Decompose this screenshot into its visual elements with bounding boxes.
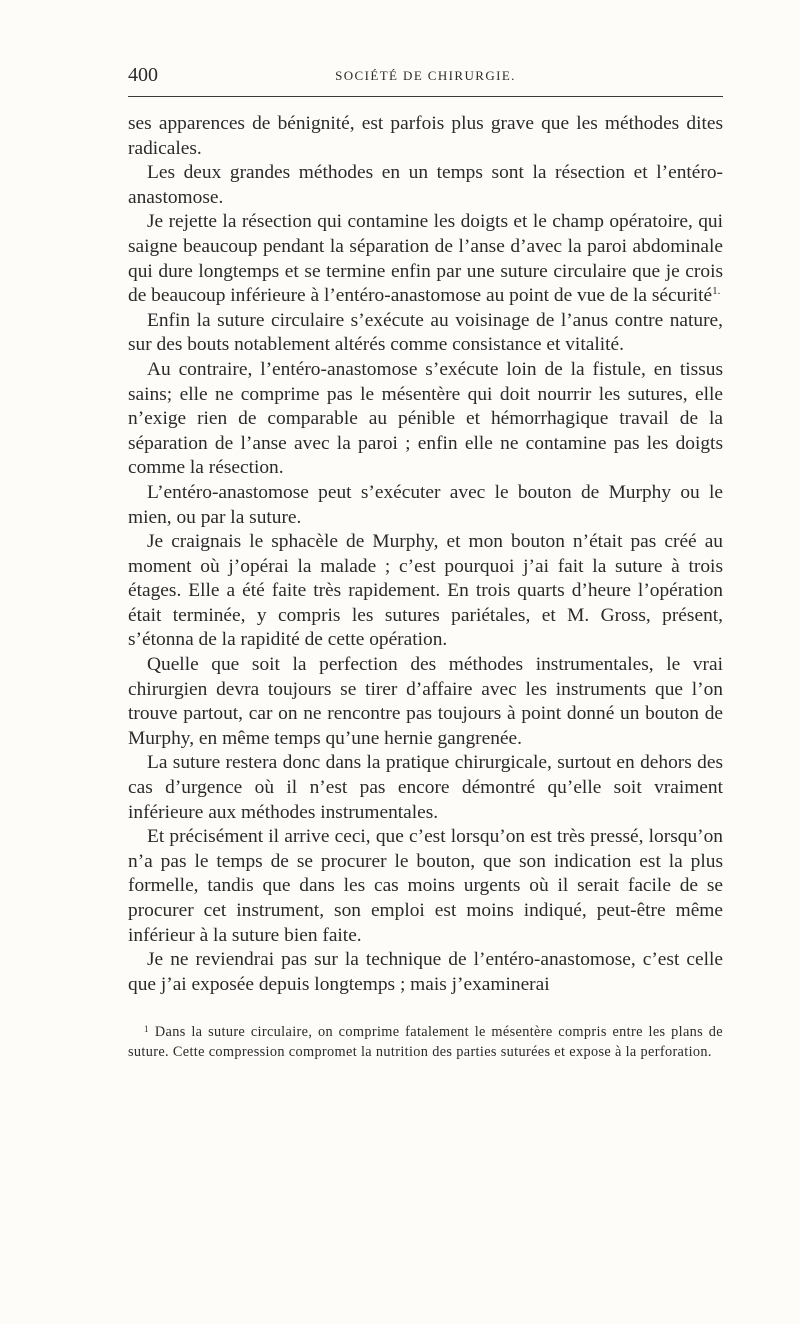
paragraph (128, 210, 723, 308)
header-rule (128, 96, 723, 97)
page (128, 62, 723, 1062)
paragraph: ses apparences de bénignité, est parfois plus grave que les méthodes dites radicales. (128, 113, 723, 159)
paragraph: Enfin la suture circulaire s’exécute au voisinage de l’anus contre nature, sur des bouts notablement altérés comme consistance et vitalité. (128, 309, 723, 356)
paragraph: Je craignais le sphacèle de Murphy, et mon bouton n’était pas créé au moment où j’opérai la malade ; c’est pourquoi j’ai fait la suture à trois étages. Elle a été faite très rapidement. En trois quarts d’heure l’opération était terminée, y compris les sutures pariétales, et M. Gross, présent, s’étonna de la rapidité de cette opération. (128, 531, 723, 651)
paragraph: L’entéro-anastomose peut s’exécuter avec le bouton de Murphy ou le mien, ou par la suture. (128, 481, 723, 528)
footnote-marker: 1 (144, 1024, 149, 1035)
body-text (128, 112, 723, 997)
page-number: 400 (128, 64, 158, 86)
paragraph: La suture restera donc dans la pratique chirurgicale, surtout en dehors des cas d’urgence où il n’est pas encore démontré qu’elle soit vraiment inférieure aux méthodes instrumentales. (128, 752, 723, 823)
paragraph: Les deux grandes méthodes en un temps sont la résection et l’entéro-anastomose. (128, 162, 723, 208)
footnote-text: Dans la suture circulaire, on comprime fatalement le mésentère compris entre les plans de suture. Cette compression compromet la nutrition des parties suturées et expose à la perforation. (128, 1024, 723, 1061)
paragraph: Au contraire, l’entéro-anastomose s’exécute loin de la fistule, en tissus sains; elle ne comprime pas le mésentère qui doit nourrir les sutures, elle n’exige rien de comparable au pénible et hémorrhagique travail de la séparation de l’anse avec la paroi ; enfin elle ne contamine pas les doigts comme la résection. (128, 358, 723, 479)
paragraph: Quelle que soit la perfection des méthodes instrumentales, le vrai chirurgien devra toujours se tirer d’affaire avec les instruments que l’on trouve partout, car on ne rencontre pas toujours à point donné un bouton de Murphy, en même temps qu’une hernie gangrenée. (128, 654, 723, 749)
paragraph: Et précisément il arrive ceci, que c’est lorsqu’on est très pressé, lorsqu’on n’a pas le temps de se procurer le bouton, que son indication est la plus formelle, tandis que dans les cas moins urgents où il serait facile de se procurer cet instrument, son emploi est moins indiqué, peut-être même inférieur à la suture bien faite. (128, 826, 723, 946)
paragraph-text: Je rejette la résection qui contamine les doigts et le champ opératoire, qui saigne beaucoup pendant la séparation de l’anse d’avec la paroi abdominale qui dure longtemps et se termine enfin par une suture circulaire que je crois de beaucoup inférieure à l’entéro-anastomose au point de vue de la sécurité (128, 211, 723, 307)
footnote (128, 1019, 723, 1062)
footnote-paragraph (128, 1019, 723, 1062)
running-title: SOCIÉTÉ DE CHIRURGIE. (335, 68, 516, 83)
paragraph: Je ne reviendrai pas sur la technique de l’entéro-anastomose, c’est celle que j’ai exposée depuis longtemps ; mais j’examinerai (128, 949, 723, 995)
page-header (128, 62, 723, 90)
footnote-reference: 1. (712, 285, 721, 298)
